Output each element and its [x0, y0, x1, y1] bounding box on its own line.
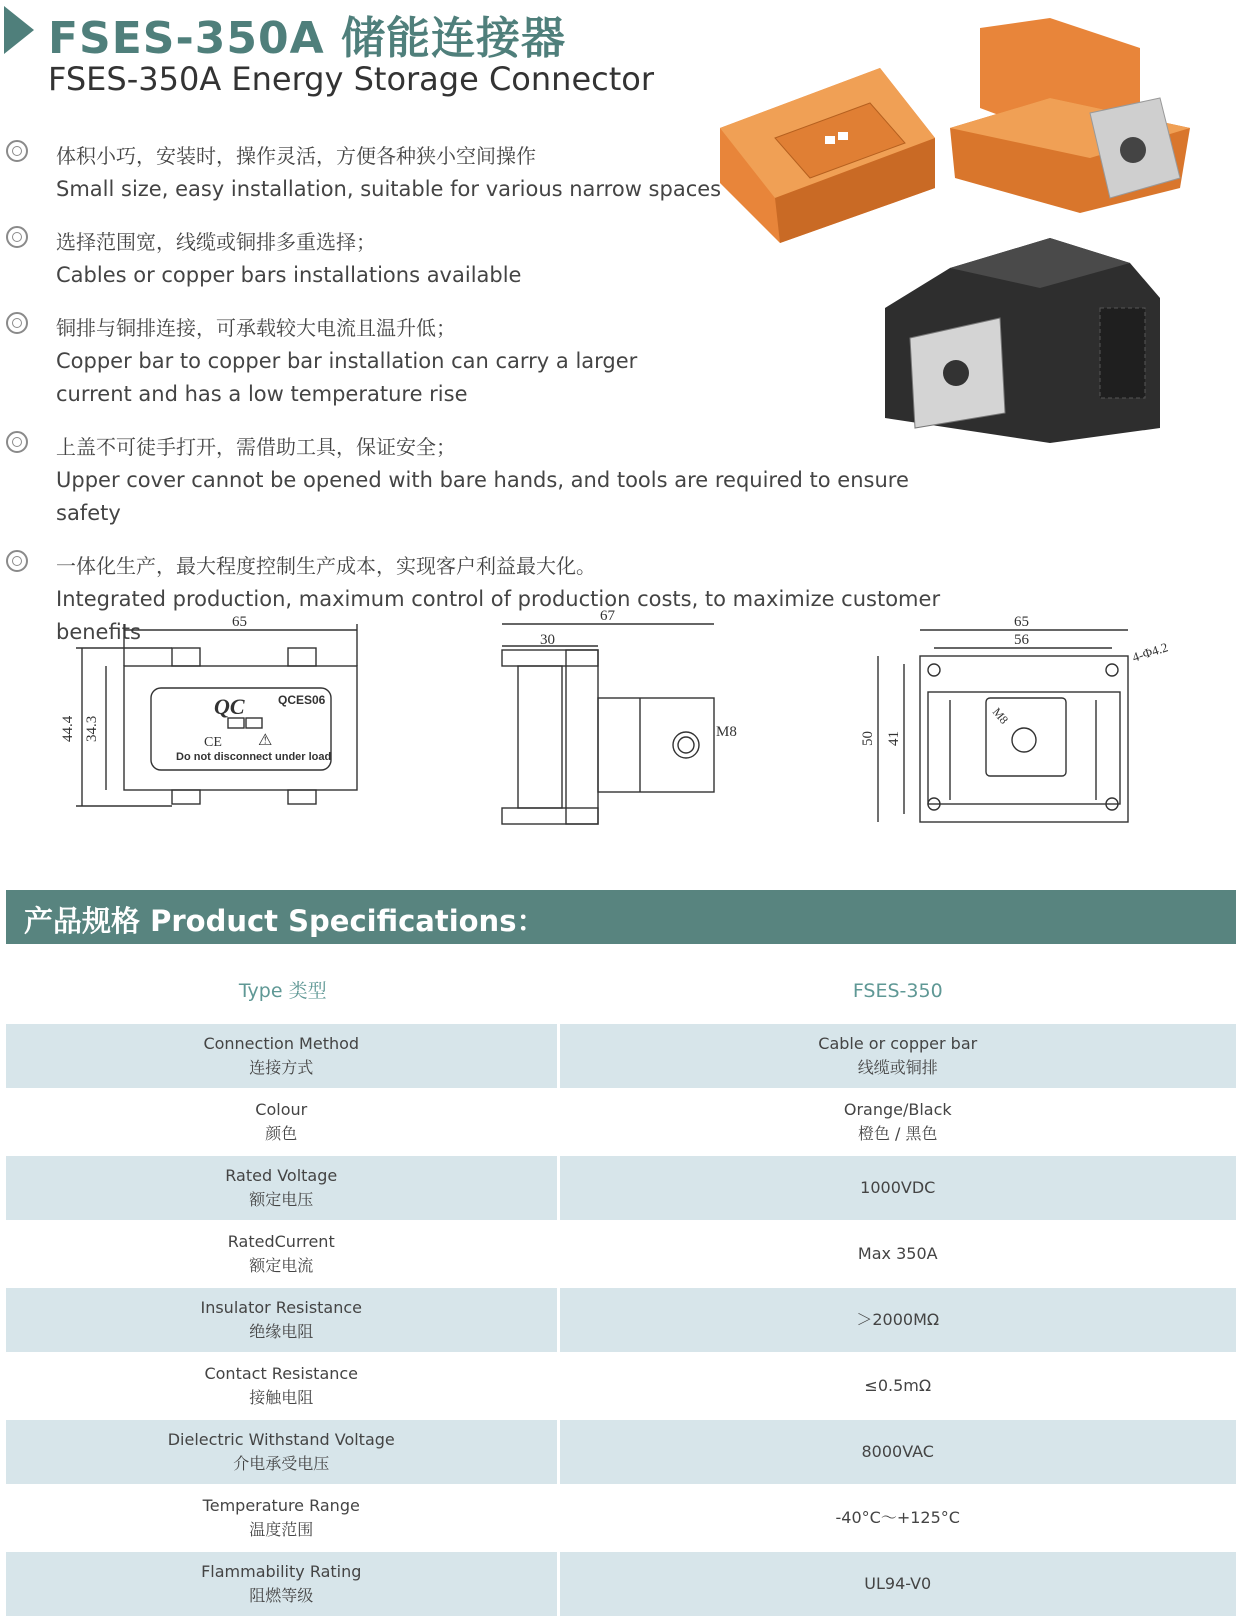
- feature-en: Cables or copper bars installations available: [56, 263, 522, 287]
- spec-label-en: Dielectric Withstand Voltage: [167, 1430, 395, 1449]
- bullet-icon: [6, 226, 28, 248]
- spec-label-cn: 接触电阻: [249, 1388, 314, 1407]
- feature-cn: 上盖不可徒手打开，需借助工具，保证安全；: [56, 435, 456, 459]
- spec-label-cn: 连接方式: [249, 1058, 314, 1077]
- spec-label-cn: 温度范围: [249, 1520, 314, 1539]
- feature-cn: 铜排与铜排连接，可承载较大电流且温升低；: [56, 316, 456, 340]
- bullet-icon: [6, 312, 28, 334]
- spec-value: ＞2000MΩ: [856, 1310, 940, 1329]
- side-view-drawing: [502, 624, 714, 824]
- bullet-icon: [6, 431, 28, 453]
- spec-value: ≤0.5mΩ: [864, 1376, 932, 1395]
- spec-label-en: Insulator Resistance: [200, 1298, 363, 1317]
- side-width-label: 67: [600, 608, 615, 624]
- warning-triangle-icon: ⚠: [258, 732, 273, 749]
- spec-value: -40°C～+125°C: [835, 1508, 960, 1527]
- top-bolt-label: M8: [989, 704, 1012, 727]
- spec-label-cn: 额定电压: [249, 1190, 314, 1209]
- top-width-label: 65: [1014, 614, 1029, 630]
- spec-label-en: Connection Method: [203, 1034, 360, 1053]
- spec-label-cn: 颜色: [265, 1124, 298, 1143]
- specs-title: 产品规格 Product Specifications：: [24, 904, 546, 938]
- top-view-drawing: [878, 630, 1128, 822]
- bullet-icon: [6, 140, 28, 162]
- front-width-label: 65: [232, 614, 247, 630]
- table-header-row: [6, 960, 1236, 1022]
- spec-value: UL94-V0: [864, 1574, 932, 1593]
- feature-cn: 一体化生产，最大程度控制生产成本，实现客户利益最大化。: [56, 554, 596, 578]
- qc-logo: QC: [214, 694, 245, 719]
- top-height-label: 50: [860, 731, 876, 746]
- spec-value-cn: 线缆或铜排: [857, 1058, 938, 1077]
- spec-value: Cable or copper bar: [818, 1034, 978, 1053]
- feature-en: Small size, easy installation, suitable for various narrow spaces: [56, 177, 722, 201]
- model-header: FSES-350: [852, 980, 943, 1002]
- feature-en: Upper cover cannot be opened with bare hands, and tools are required to ensure safety: [56, 468, 909, 525]
- spec-label-en: Temperature Range: [202, 1496, 360, 1515]
- front-height-inner-label: 34.3: [84, 715, 100, 742]
- ce-mark: CE: [204, 735, 222, 750]
- spec-value: Max 350A: [857, 1244, 938, 1263]
- spec-label-en: RatedCurrent: [227, 1232, 335, 1251]
- black-connector-image: [885, 238, 1160, 443]
- table-row: [6, 1154, 1236, 1220]
- spec-value-cn: 橙色 / 黑色: [857, 1124, 938, 1143]
- spec-label-en: Flammability Rating: [201, 1562, 362, 1581]
- feature-en: Integrated production, maximum control of production costs, to maximize customer benefits: [56, 587, 941, 644]
- table-row: [6, 1220, 1236, 1286]
- table-row: [6, 1484, 1236, 1550]
- spec-value: 1000VDC: [860, 1178, 936, 1197]
- spec-label-en: Rated Voltage: [225, 1166, 338, 1185]
- side-inner-label: 30: [540, 632, 555, 648]
- spec-label-cn: 阻燃等级: [249, 1586, 314, 1605]
- table-row: [6, 1286, 1236, 1352]
- feature-cn: 体积小巧，安装时，操作灵活，方便各种狭小空间操作: [56, 144, 536, 168]
- spec-label-cn: 介电承受电压: [233, 1454, 330, 1473]
- bullet-icon: [6, 550, 28, 572]
- orange-connector-flat-image: [720, 68, 935, 243]
- page-subtitle: FSES-350A Energy Storage Connector: [48, 60, 654, 98]
- title-arrow-icon: [4, 6, 34, 54]
- holes-label: 4-Φ4.2: [1130, 639, 1170, 665]
- front-height-outer-label: 44.4: [60, 715, 76, 742]
- technical-drawings: [0, 600, 1242, 860]
- orange-connector-busbar-image: [950, 18, 1190, 213]
- table-row: [6, 1088, 1236, 1154]
- table-row: [6, 1022, 1236, 1088]
- page-title: FSES-350A 储能连接器: [48, 13, 566, 64]
- table-row: [6, 1352, 1236, 1418]
- spec-label-en: Contact Resistance: [204, 1364, 359, 1383]
- spec-label-cn: 绝缘电阻: [249, 1322, 314, 1341]
- type-header: Type 类型: [238, 980, 327, 1002]
- table-row: [6, 1550, 1236, 1616]
- side-bolt-label: M8: [716, 724, 737, 740]
- feature-cn: 选择范围宽，线缆或铜排多重选择；: [56, 230, 376, 254]
- product-photos: [720, 18, 1220, 478]
- model-label: QCES06: [278, 693, 326, 707]
- specs-section-header: [6, 890, 1236, 944]
- feature-en: Copper bar to copper bar installation can carry a larger current and has a low temperature rise: [56, 349, 638, 406]
- warning-text: Do not disconnect under load: [176, 751, 332, 763]
- top-inner-height-label: 41: [886, 731, 902, 746]
- top-inner-label: 56: [1014, 632, 1029, 648]
- specs-table: [6, 960, 1236, 1616]
- spec-value: Orange/Black: [843, 1100, 952, 1119]
- spec-value: 8000VAC: [861, 1442, 934, 1461]
- spec-label-en: Colour: [255, 1100, 308, 1119]
- spec-label-cn: 额定电流: [249, 1256, 314, 1275]
- table-row: [6, 1418, 1236, 1484]
